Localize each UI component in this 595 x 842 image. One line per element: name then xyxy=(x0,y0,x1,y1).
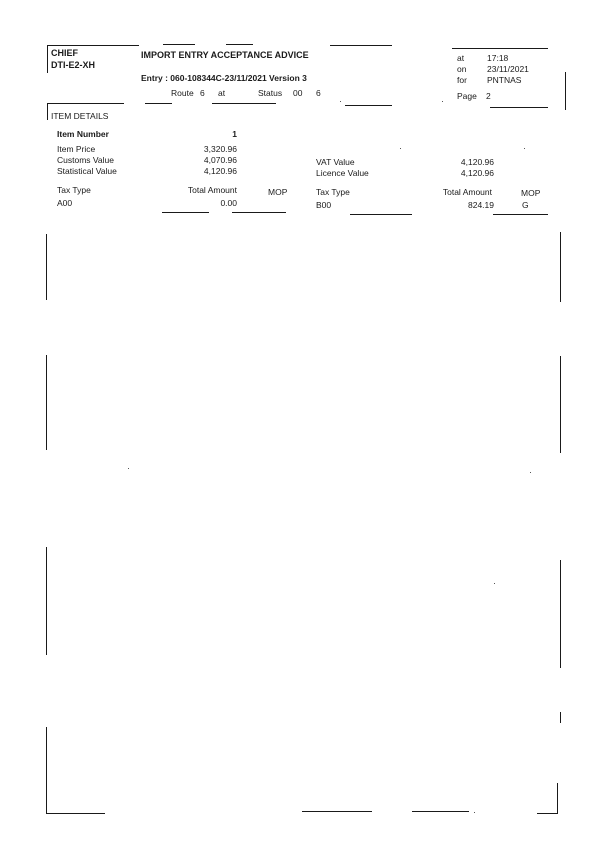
total-amount-label-left: Total Amount xyxy=(187,185,237,195)
item-details-bracket xyxy=(47,103,48,120)
licence-value-value: 4,120.96 xyxy=(460,168,494,178)
meta-rule-bottom xyxy=(490,107,548,108)
tax-type-value-right: B00 xyxy=(316,200,332,210)
meta-rule-top xyxy=(452,48,548,49)
item-price-value: 3,320.96 xyxy=(203,144,237,154)
at-label: at xyxy=(457,53,465,63)
right-edge-mark-3 xyxy=(560,560,561,668)
speck xyxy=(340,101,341,102)
right-edge-mark-2 xyxy=(560,356,561,453)
route-rule-2 xyxy=(212,103,276,104)
mop-value-right: G xyxy=(522,200,529,210)
route-rule-3 xyxy=(345,105,392,106)
left-edge-mark-2 xyxy=(46,355,47,450)
entry-line: Entry : 060-108344C-23/11/2021 Version 3 xyxy=(141,73,307,83)
mop-label-left: MOP xyxy=(268,187,288,197)
header-bracket-left xyxy=(47,45,48,73)
left-edge-mark-4 xyxy=(46,727,47,814)
customs-value-label: Customs Value xyxy=(57,155,115,165)
total-amount-value-right: 824.19 xyxy=(468,200,494,210)
mop-label-right: MOP xyxy=(521,188,541,198)
tax-type-label-right: Tax Type xyxy=(316,187,350,197)
system-name: CHIEF xyxy=(51,48,78,58)
title-rule-3 xyxy=(330,45,392,46)
for-value: PNTNAS xyxy=(487,75,522,85)
item-details-rule xyxy=(47,103,124,104)
status-code: 00 xyxy=(293,88,303,98)
tax-underline-3 xyxy=(350,214,412,215)
tax-type-label-left: Tax Type xyxy=(57,185,91,195)
right-edge-mark-1 xyxy=(560,232,561,302)
item-number-label: Item Number xyxy=(57,129,109,139)
bottom-rule-1 xyxy=(302,811,372,812)
left-edge-mark-3 xyxy=(46,547,47,655)
speck xyxy=(524,148,525,149)
bottom-rule-2 xyxy=(412,811,469,812)
route-label: Route xyxy=(171,88,194,98)
system-code: DTI-E2-XH xyxy=(51,60,96,70)
speck xyxy=(128,468,129,469)
bottom-right-rule xyxy=(537,813,558,814)
statistical-value-label: Statistical Value xyxy=(57,166,117,176)
page-label: Page xyxy=(457,91,477,101)
left-edge-mark-1 xyxy=(46,234,47,300)
vat-value-value: 4,120.96 xyxy=(460,157,494,167)
for-label: for xyxy=(457,75,467,85)
route-at-label: at xyxy=(218,88,226,98)
tax-underline-2 xyxy=(232,212,286,213)
on-value: 23/11/2021 xyxy=(487,64,529,74)
speck xyxy=(494,583,495,584)
speck xyxy=(442,101,443,102)
bottom-left-rule xyxy=(46,813,105,814)
right-edge-mark-5 xyxy=(557,783,558,813)
speck xyxy=(400,148,401,149)
statistical-value-value: 4,120.96 xyxy=(203,166,237,176)
at-value: 17:18 xyxy=(487,53,509,63)
title-rule-2 xyxy=(226,44,253,45)
speck xyxy=(530,472,531,473)
item-details-heading: ITEM DETAILS xyxy=(51,111,109,121)
page-value: 2 xyxy=(486,91,491,101)
licence-value-label: Licence Value xyxy=(316,168,369,178)
item-price-label: Item Price xyxy=(57,144,96,154)
tax-underline-1 xyxy=(162,212,209,213)
route-rule-1 xyxy=(145,103,172,104)
total-amount-value-left: 0.00 xyxy=(220,198,237,208)
speck xyxy=(474,812,475,813)
header-rule-left xyxy=(47,45,139,46)
vat-value-label: VAT Value xyxy=(316,157,355,167)
tax-type-value-left: A00 xyxy=(57,198,73,208)
document-title: IMPORT ENTRY ACCEPTANCE ADVICE xyxy=(141,50,309,60)
on-label: on xyxy=(457,64,467,74)
total-amount-label-right: Total Amount xyxy=(442,187,492,197)
item-number-value: 1 xyxy=(232,129,237,139)
tax-underline-4 xyxy=(493,214,548,215)
title-rule-1 xyxy=(163,44,195,45)
status-value: 6 xyxy=(316,88,321,98)
route-value: 6 xyxy=(200,88,205,98)
customs-value-value: 4,070.96 xyxy=(203,155,237,165)
status-label: Status xyxy=(258,88,283,98)
right-edge-mark-top xyxy=(565,72,566,110)
right-edge-mark-4 xyxy=(560,712,561,723)
